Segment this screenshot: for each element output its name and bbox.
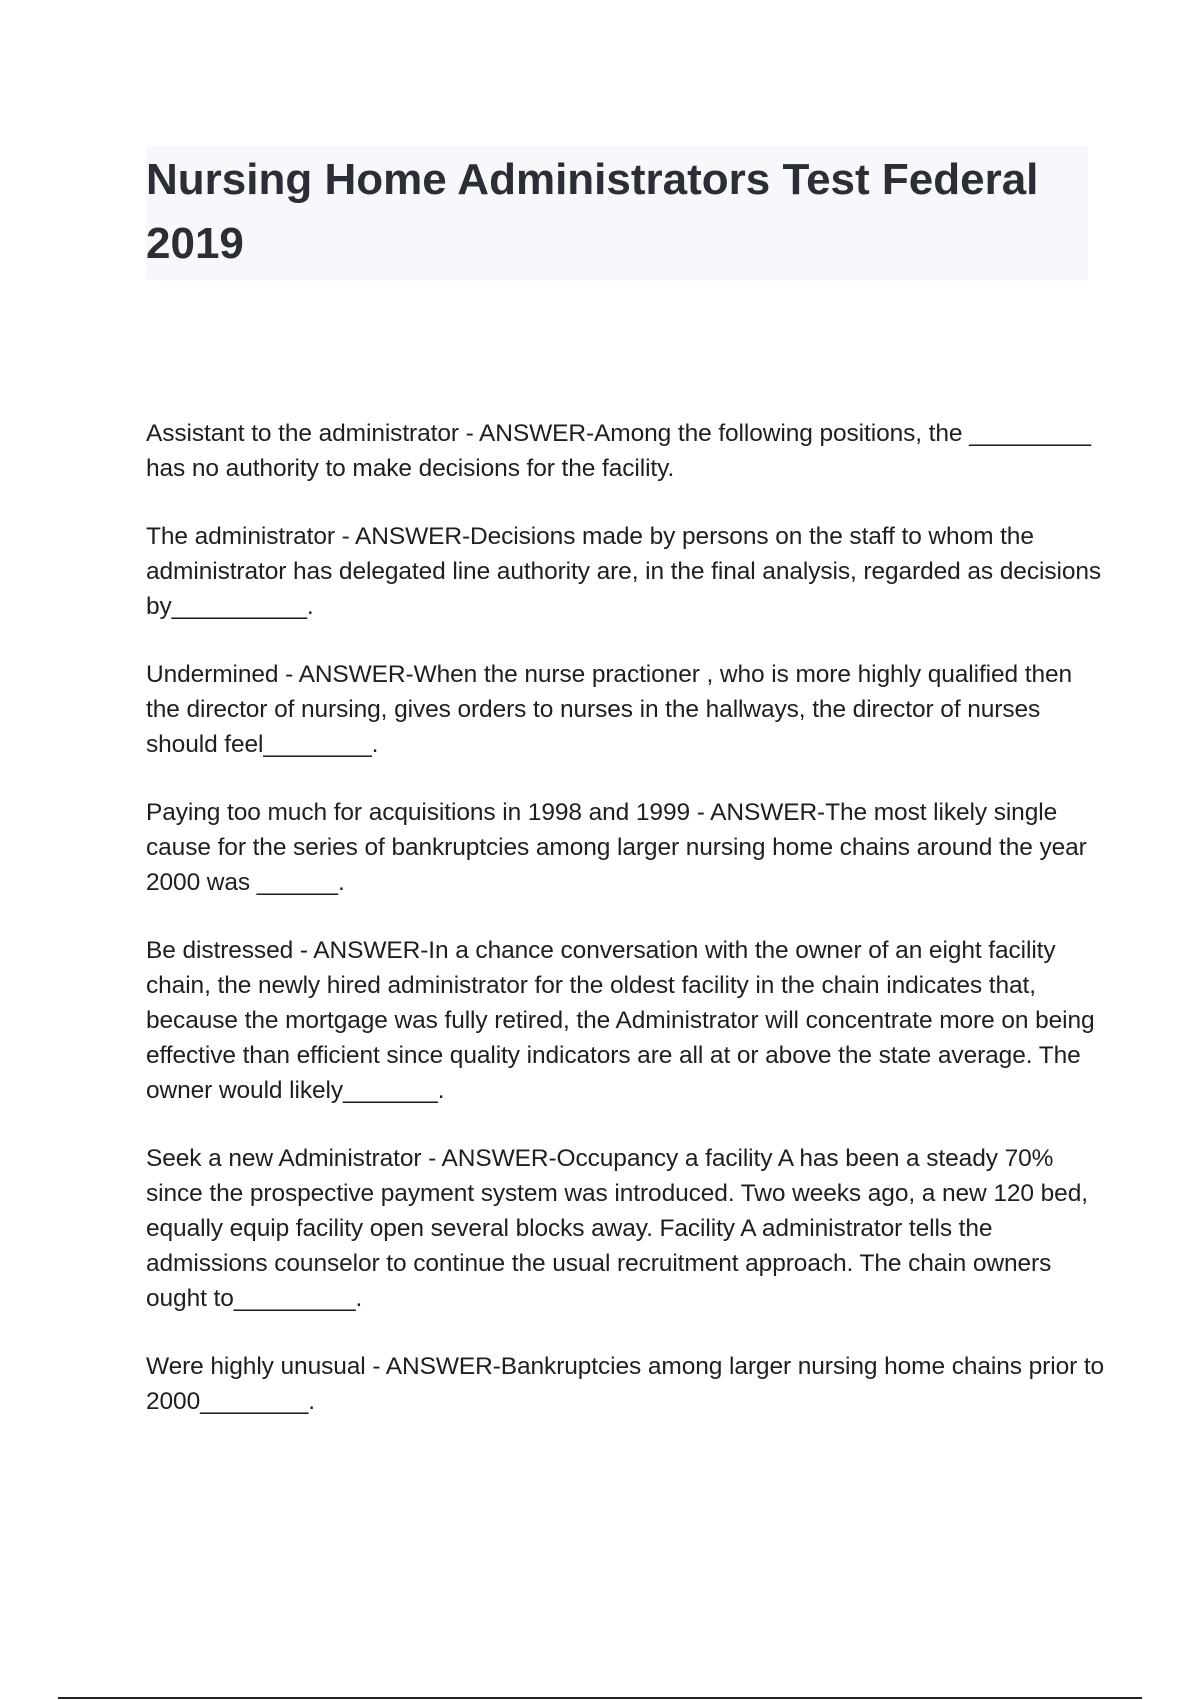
footer-divider: [58, 1697, 1142, 1699]
qa-list: [146, 416, 1106, 1452]
qa-item: The administrator - ANSWER-Decisions made by persons on the staff to whom the administrator has delegated line authority are, in the final analysis, regarded as decisions by__________.: [146, 523, 1102, 620]
title-block: [146, 146, 1088, 280]
qa-item: Undermined - ANSWER-When the nurse practioner , who is more highly qualified then the director of nursing, gives orders to nurses in the hallways, the director of nurses should feel________.: [146, 661, 1073, 758]
page-title: Nursing Home Administrators Test Federal 2019: [146, 155, 1039, 268]
qa-item: Seek a new Administrator - ANSWER-Occupancy a facility A has been a steady 70% since the prospective payment system was introduced. Two weeks ago, a new 120 bed, equally equip facility open several blocks away. Facility A administrator tells the admissions counselor to continue the usual recruitment approach. The chain owners ought to_________.: [146, 1145, 1088, 1312]
qa-item: Were highly unusual - ANSWER-Bankruptcies among larger nursing home chains prior to 2000________.: [146, 1353, 1105, 1415]
qa-item: Be distressed - ANSWER-In a chance conversation with the owner of an eight facility chain, the newly hired administrator for the oldest facility in the chain indicates that, because the mortgage was fully retired, the Administrator will concentrate more on being effective than efficient since quality indicators are all at or above the state average. The owner would likely_______.: [146, 937, 1095, 1104]
qa-item: Assistant to the administrator - ANSWER-Among the following positions, the _________ has no authority to make decisions for the facility.: [146, 420, 1091, 482]
qa-item: Paying too much for acquisitions in 1998 and 1999 - ANSWER-The most likely single cause for the series of bankruptcies among larger nursing home chains around the year 2000 was ______.: [146, 799, 1087, 896]
